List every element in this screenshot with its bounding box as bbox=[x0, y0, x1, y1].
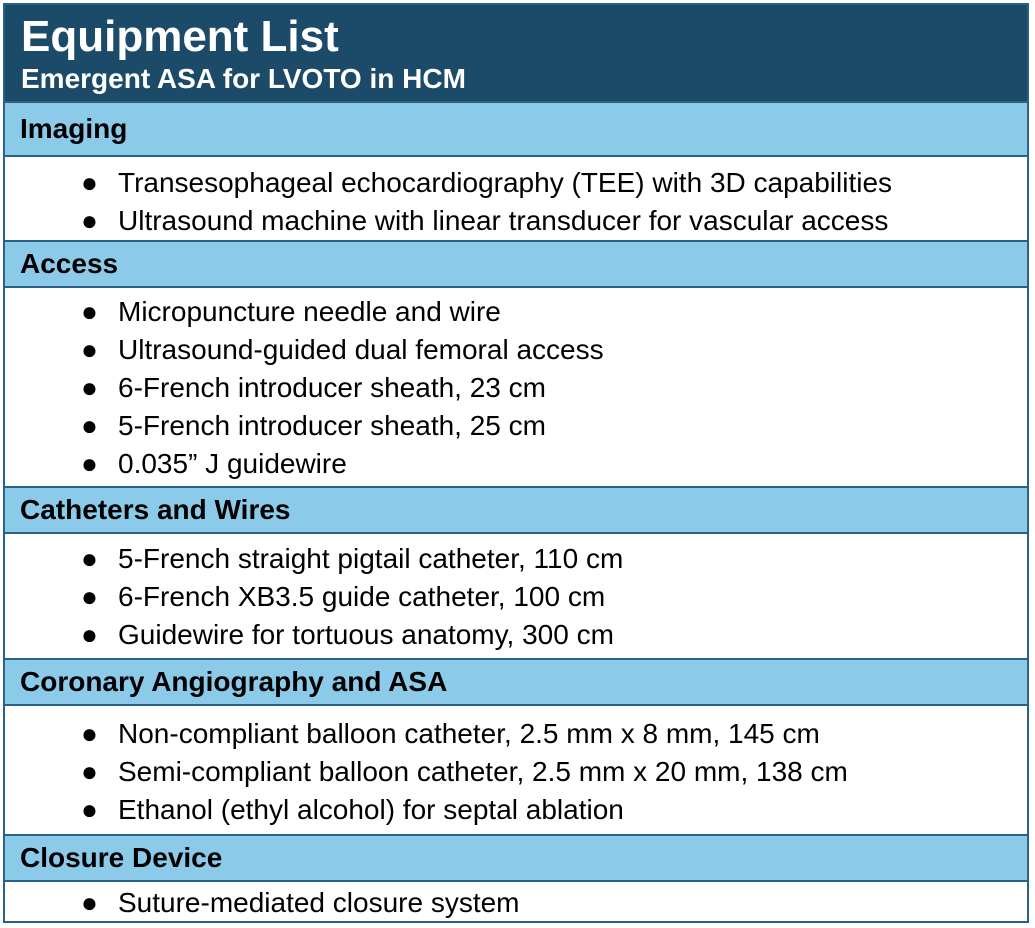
list-item bbox=[5, 715, 1027, 753]
list-item bbox=[5, 202, 1027, 240]
section-header-access bbox=[5, 240, 1027, 288]
section-label: Access bbox=[20, 248, 119, 279]
list-item bbox=[5, 369, 1027, 407]
list-item bbox=[5, 616, 1027, 654]
bullet-icon: ● bbox=[81, 167, 98, 198]
bullet-icon: ● bbox=[81, 718, 98, 749]
list-item-text: Non-compliant balloon catheter, 2.5 mm x 8 mm, 145 cm bbox=[118, 718, 820, 749]
list-item-text: Ultrasound machine with linear transducer for vascular access bbox=[118, 205, 889, 236]
bullet-icon: ● bbox=[81, 756, 98, 787]
bullet-icon: ● bbox=[81, 410, 98, 441]
section-items-closure-device bbox=[5, 884, 1027, 922]
section-label: Imaging bbox=[20, 113, 128, 144]
bullet-icon: ● bbox=[81, 887, 98, 918]
list-item-text: 5-French introducer sheath, 25 cm bbox=[118, 410, 546, 441]
list-item-text: 6-French introducer sheath, 23 cm bbox=[118, 372, 546, 403]
list-item bbox=[5, 407, 1027, 445]
bullet-icon: ● bbox=[81, 205, 98, 236]
list-item bbox=[5, 884, 1027, 922]
list-item bbox=[5, 753, 1027, 791]
list-item-text: Micropuncture needle and wire bbox=[118, 296, 501, 327]
section-label: Catheters and Wires bbox=[20, 494, 291, 525]
bullet-icon: ● bbox=[81, 581, 98, 612]
list-item-text: Ultrasound-guided dual femoral access bbox=[118, 334, 604, 365]
list-item-text: 5-French straight pigtail catheter, 110 cm bbox=[118, 543, 624, 574]
list-item-text: Guidewire for tortuous anatomy, 300 cm bbox=[118, 619, 614, 650]
section-items-coronary-angiography-and-asa bbox=[5, 715, 1027, 829]
list-item bbox=[5, 540, 1027, 578]
list-item bbox=[5, 164, 1027, 202]
section-items-access bbox=[5, 293, 1027, 483]
section-header-catheters-and-wires bbox=[5, 486, 1027, 534]
bullet-icon: ● bbox=[81, 619, 98, 650]
list-item-text: Ethanol (ethyl alcohol) for septal ablation bbox=[118, 794, 624, 825]
list-item bbox=[5, 578, 1027, 616]
section-header-closure-device bbox=[5, 834, 1027, 882]
list-item-text: 6-French XB3.5 guide catheter, 100 cm bbox=[118, 581, 606, 612]
list-item-text: 0.035” J guidewire bbox=[118, 448, 347, 479]
equipment-list-table bbox=[3, 3, 1029, 923]
list-item bbox=[5, 331, 1027, 369]
list-item bbox=[5, 293, 1027, 331]
bullet-icon: ● bbox=[81, 794, 98, 825]
section-label: Closure Device bbox=[20, 842, 223, 873]
page-subtitle: Emergent ASA for LVOTO in HCM bbox=[21, 63, 466, 94]
table-header bbox=[5, 5, 1027, 101]
bullet-icon: ● bbox=[81, 334, 98, 365]
section-items-imaging bbox=[5, 164, 1027, 240]
section-items-catheters-and-wires bbox=[5, 540, 1027, 654]
bullet-icon: ● bbox=[81, 448, 98, 479]
list-item-text: Suture-mediated closure system bbox=[118, 887, 520, 918]
section-header-imaging bbox=[5, 101, 1027, 157]
bullet-icon: ● bbox=[81, 543, 98, 574]
list-item-text: Semi-compliant balloon catheter, 2.5 mm x 20 mm, 138 cm bbox=[118, 756, 848, 787]
list-item bbox=[5, 791, 1027, 829]
list-item-text: Transesophageal echocardiography (TEE) with 3D capabilities bbox=[118, 167, 893, 198]
page-title: Equipment List bbox=[21, 12, 339, 61]
bullet-icon: ● bbox=[81, 372, 98, 403]
bullet-icon: ● bbox=[81, 296, 98, 327]
section-header-coronary-angiography-and-asa bbox=[5, 658, 1027, 706]
section-label: Coronary Angiography and ASA bbox=[20, 666, 448, 697]
list-item bbox=[5, 445, 1027, 483]
